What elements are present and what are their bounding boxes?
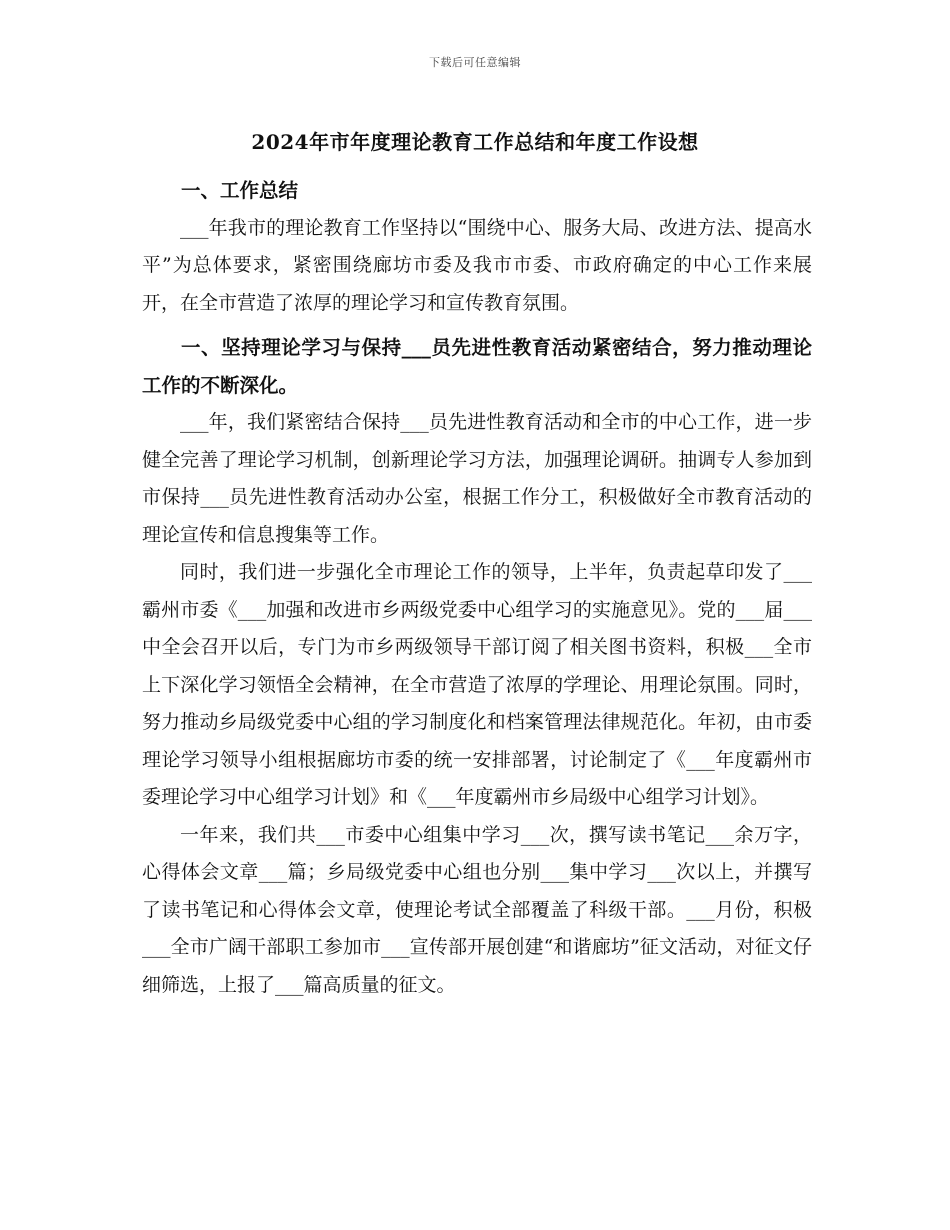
header-note: 下载后可任意编辑 bbox=[429, 56, 521, 69]
paragraph-education-activity: ___年，我们紧密结合保持___员先进性教育活动和全市的中心工作，进一步健全完善了理论学习机制，创新理论学习方法，加强理论调研。抽调专人参加到市保持___员先进性教育活动办公室，根据工作分工，积极做好全市教育活动的理论宣传和信息搜集等工作。 bbox=[142, 411, 812, 546]
paragraph-annual-results: 一年来，我们共___市委中心组集中学习___次，撰写读书笔记___余万字，心得体会文章___篇；乡局级党委中心组也分别___集中学习___次以上，并撰写了读书笔记和心得体会文章，使理论考试全部覆盖了科级干部。___月份，积极___全市广阔干部职工参加市___宣传部开展创建“和谐廊坊”征文活动，对征文仔细筛选，上报了___篇高质量的征文。 bbox=[142, 823, 812, 996]
document-body bbox=[142, 172, 812, 1004]
document-title: 2024年市年度理论教育工作总结和年度工作设想 bbox=[251, 130, 699, 154]
section-heading-summary: 一、工作总结 bbox=[181, 179, 299, 202]
paragraph-leadership: 同时，我们进一步强化全市理论工作的领导，上半年，负责起草印发了___霸州市委《___加强和改进市乡两级党委中心组学习的实施意见》。党的___届___中全会召开以后，专门为市乡两级领导干部订阅了相关图书资料，积极___全市上下深化学习领悟全会精神，在全市营造了浓厚的学理论、用理论氛围。同时，努力推动乡局级党委中心组的学习制度化和档案管理法律规范化。年初，由市委理论学习领导小组根据廊坊市委的统一安排部署，讨论制定了《___年度霸州市委理论学习中心组学习计划》和《___年度霸州市乡局级中心组学习计划》。 bbox=[142, 561, 812, 808]
paragraph-intro: ___年我市的理论教育工作坚持以“围绕中心、服务大局、改进方法、提高水平”为总体要求，紧密围绕廊坊市委及我市市委、市政府确定的中心工作来展开，在全市营造了浓厚的理论学习和宣传教育氛围。 bbox=[142, 216, 812, 314]
section-heading-theory-study: 一、坚持理论学习与保持___员先进性教育活动紧密结合，努力推动理论工作的不断深化。 bbox=[142, 336, 812, 397]
